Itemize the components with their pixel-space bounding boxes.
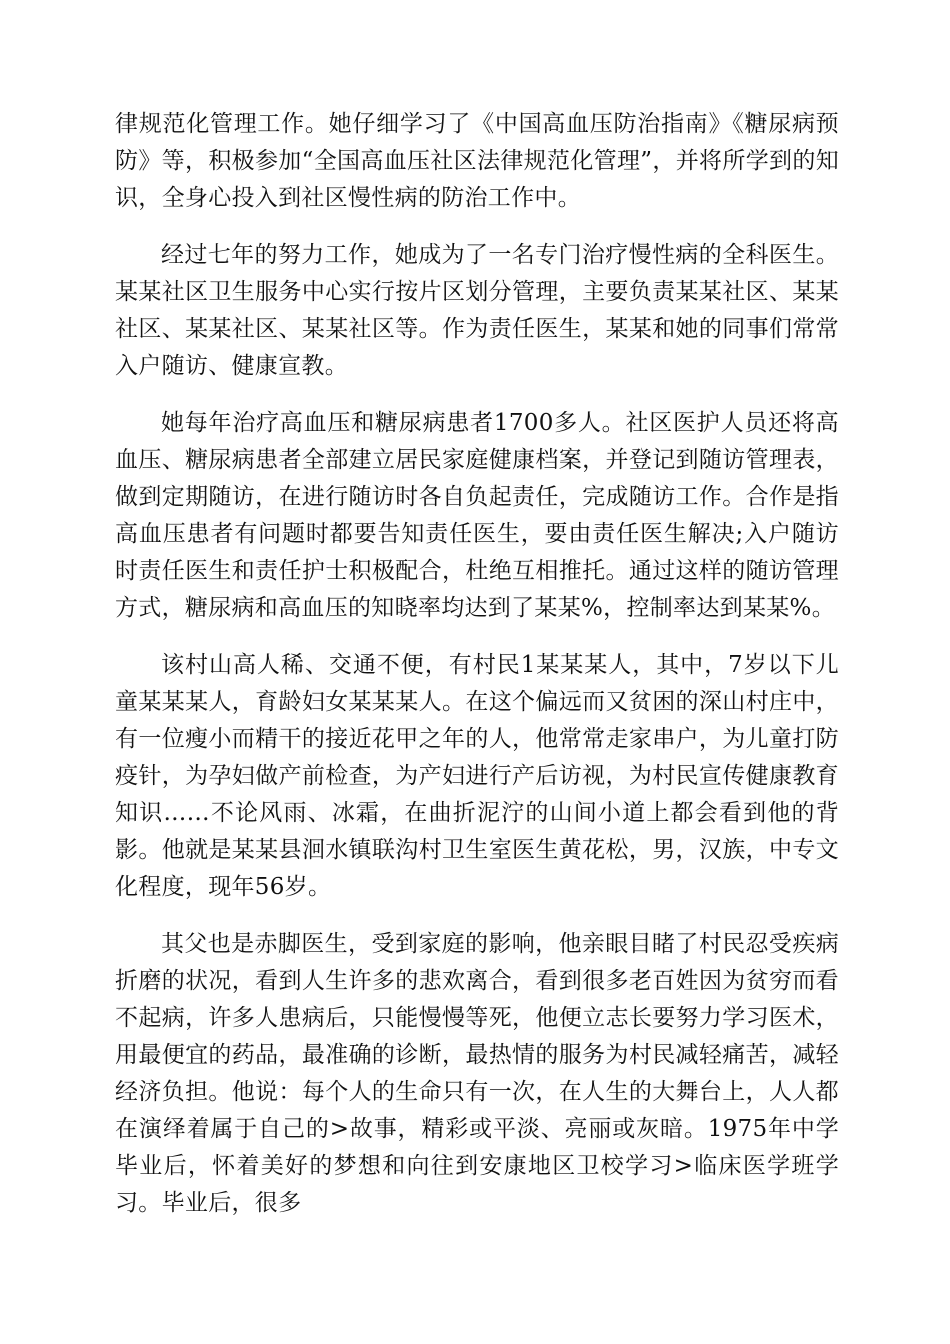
paragraph: 该村山高人稀、交通不便，有村民1某某某人，其中，7岁以下儿童某某某人，育龄妇女某某某人。在这个偏远而又贫困的深山村庄中，有一位瘦小而精干的接近花甲之年的人，他常常走家串户，为儿童打防疫针，为孕妇做产前检查，为产妇进行产后访视，为村民宣传健康教育知识……不论风雨、冰霜，在曲折泥泞的山间小道上都会看到他的背影。他就是某某县洄水镇联沟村卫生室医生黄花松，男，汉族，中专文化程度，现年56岁。 [115,652,839,900]
paragraph: 律规范化管理工作。她仔细学习了《中国高血压防治指南》《糖尿病预防》等，积极参加“全国高血压社区法律规范化管理”，并将所学到的知识，全身心投入到社区慢性病的防治工作中。 [115,111,839,211]
paragraph: 经过七年的努力工作，她成为了一名专门治疗慢性病的全科医生。某某社区卫生服务中心实行按片区划分管理，主要负责某某社区、某某社区、某某社区、某某社区等。作为责任医生，某某和她的同事们常常入户随访、健康宣教。 [115,242,839,379]
paragraph: 其父也是赤脚医生，受到家庭的影响，他亲眼目睹了村民忍受疾病折磨的状况，看到人生许多的悲欢离合，看到很多老百姓因为贫穷而看不起病，许多人患病后，只能慢慢等死，他便立志长要努力学习医术，用最便宜的药品，最准确的诊断，最热情的服务为村民减轻痛苦，减轻经济负担。他说：每个人的生命只有一次，在人生的大舞台上，人人都在演绎着属于自己的>故事，精彩或平淡、亮丽或灰暗。1975年中学毕业后，怀着美好的梦想和向往到安康地区卫校学习>临床医学班学习。毕业后，很多 [115,931,839,1216]
document-body [115,106,839,1242]
paragraph: 她每年治疗高血压和糖尿病患者1700多人。社区医护人员还将高血压、糖尿病患者全部建立居民家庭健康档案，并登记到随访管理表，做到定期随访，在进行随访时各自负起责任，完成随访工作。合作是指高血压患者有问题时都要告知责任医生，要由责任医生解决;入户随访时责任医生和责任护士积极配合，杜绝互相推托。通过这样的随访管理方式，糖尿病和高血压的知晓率均达到了某某%，控制率达到某某%。 [115,410,839,621]
